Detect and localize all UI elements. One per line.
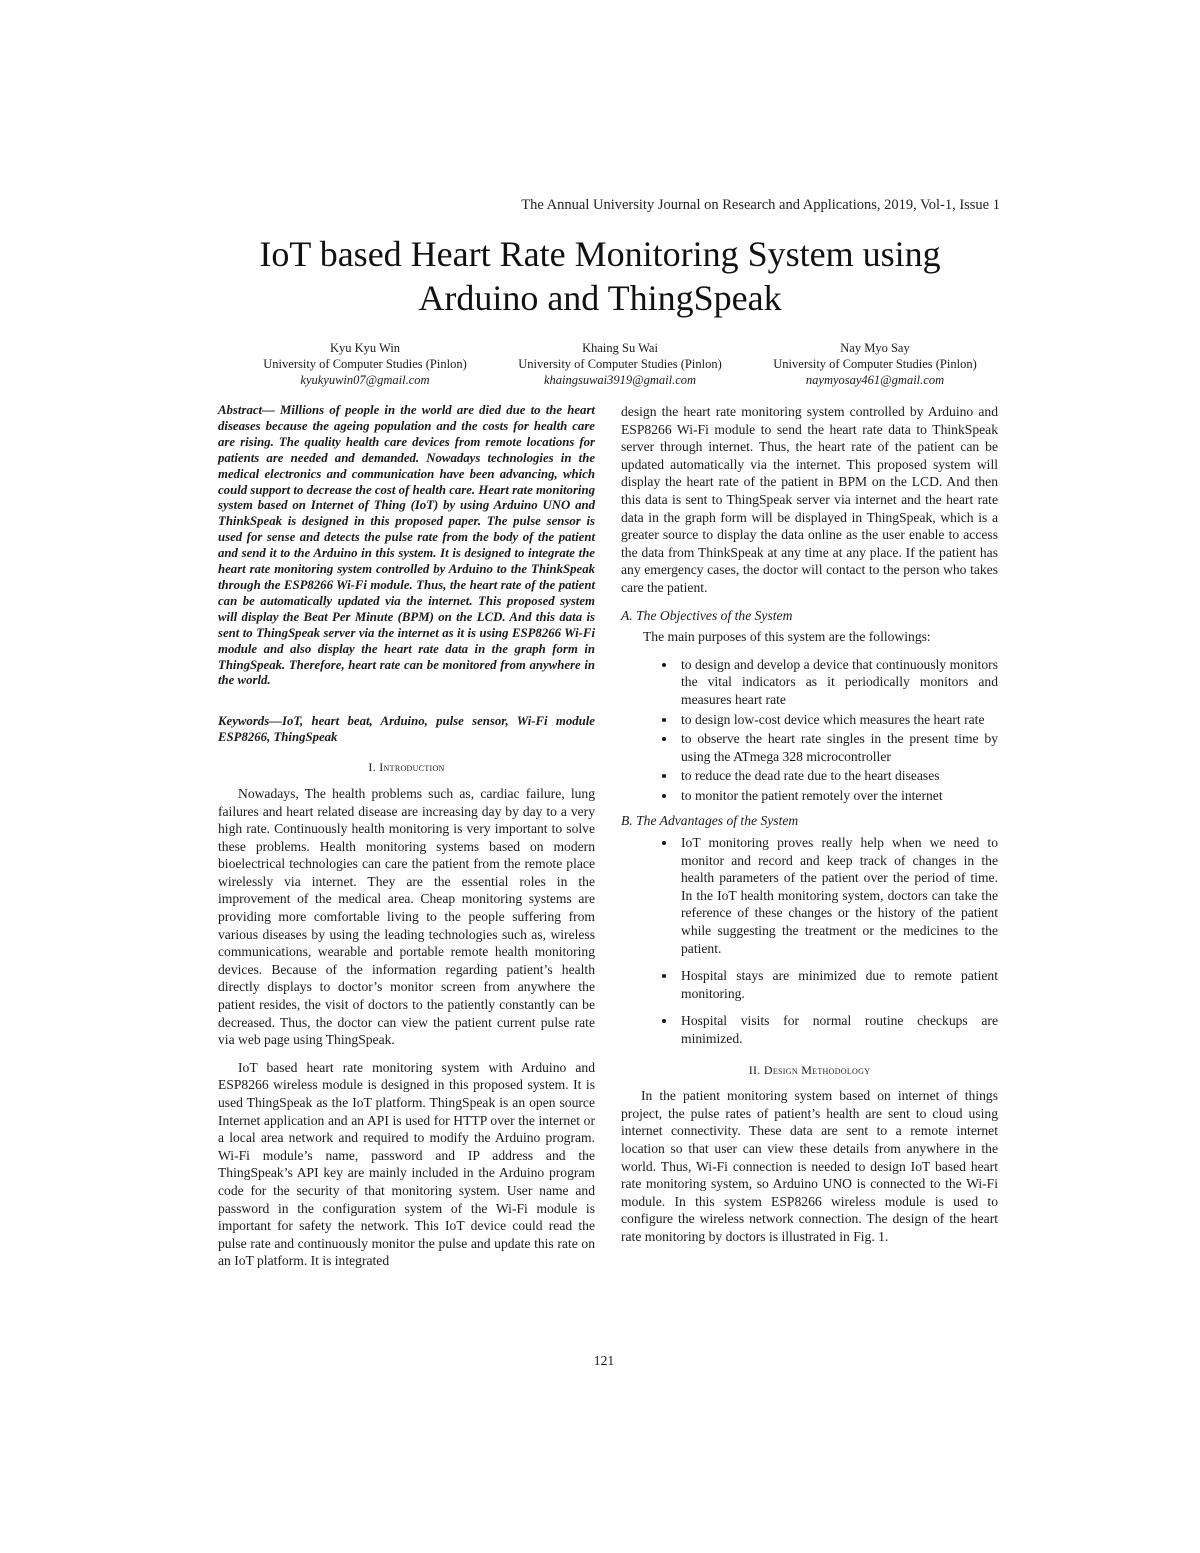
right-column (621, 403, 998, 1256)
author-affiliation: University of Computer Studies (Pinlon) (773, 357, 977, 371)
left-column (218, 403, 595, 1280)
author-name: Nay Myo Say (840, 341, 910, 355)
title-line-2: Arduino and ThingSpeak (418, 278, 782, 318)
section-heading-design-methodology: II. Design Methodology (748, 1062, 871, 1077)
list-item: • to observe the heart rate singles in the present time by using the ATmega 328 microcontroller (677, 730, 998, 765)
author-name: Khaing Su Wai (582, 341, 658, 355)
author-block (240, 340, 1000, 388)
page-number: 121 (593, 1353, 615, 1368)
list-item: • to design low-cost device which measures the heart rate (677, 711, 998, 729)
list-item: • IoT monitoring proves really help when we need to monitor and record and keep track of changes in the health parameters of the patient over the period of time. In the IoT health monitoring system, doctors can take the reference of these changes or the history of the patient while suggesting the treatment or the medicines to the patient. (677, 834, 998, 957)
title-line-1: IoT based Heart Rate Monitoring System using (259, 234, 941, 274)
author-email: naymyosay461@gmail.com (805, 373, 945, 387)
intro-paragraph-2: IoT based heart rate monitoring system with Arduino and ESP8266 wireless module is designed in this proposed system. It is used ThingSpeak as the IoT platform. ThingSpeak is an open source Internet application and an API is used for HTTP over the internet or a local area network and required to modify the Arduino program. Wi-Fi module’s name, password and IP address and the ThingSpeak’s API key are mainly included in the Arduino program code for the security of that monitoring system. User name and password in the configuration system of the Wi-Fi module is important for safety the network. This IoT device could read the pulse rate and continuously monitor the pulse and update this rate on an IoT platform. It is integrated (218, 1059, 595, 1269)
intro-paragraph-1: Nowadays, The health problems such as, cardiac failure, lung failures and heart related disease are increasing day by day to a very high rate. Continuously health monitoring is very important to solve these problems. Health monitoring systems based on modern bioelectrical technologies can care the patient from the remote place wirelessly via internet. They are the essential roles in the improvement of the medical area. Cheap monitoring systems are providing more comfortable living to the people suffering from various diseases by using the leading technologies such as, wireless communications, wearable and portable remote health monitoring devices. Because of the information regarding patient’s health directly displays to doctor’s monitor screen from anywhere the patient resides, the visit of doctors to the patiently constantly can be decreased. Thus, the doctor can view the patient current pulse rate via web page using ThingSpeak. (218, 785, 595, 1048)
author-affiliation: University of Computer Studies (Pinlon) (263, 357, 467, 371)
section-heading-introduction: I. Introduction (368, 760, 445, 775)
author-name: Kyu Kyu Win (329, 341, 401, 355)
design-paragraph-1: In the patient monitoring system based on internet of things project, the pulse rates of patient’s health are sent to cloud using internet connectivity. These data are sent to a remote internet location so that user can view these details from anywhere in the world. Thus, Wi-Fi connection is needed to design IoT based heart rate monitoring system, so Arduino UNO is connected to the Wi-Fi module. In this system ESP8266 wireless module is used to configure the wireless network connection. The design of the heart rate monitoring by doctors is illustrated in Fig. 1. (621, 1088, 998, 1244)
keywords: Keywords—IoT, heart beat, Arduino, pulse sensor, Wi-Fi module ESP8266, ThingSpeak (218, 714, 595, 745)
paper-title (0, 232, 1200, 320)
author-1 (240, 340, 490, 388)
subsection-heading-objectives: A. The Objectives of the System (621, 607, 793, 623)
objectives-list (621, 656, 998, 805)
abstract: Abstract— Millions of people in the world are died due to the heart diseases because the ageing population and the costs for health care are rising. The quality health care devices from remote locations for patients are needed and demanded. Nowadays technologies in the medical electronics and communication have been advancing, which could support to decrease the cost of health care. Heart rate monitoring system based on Internet of Thing (IoT) by using Arduino UNO and ThinkSpeak is designed in this proposed paper. The pulse sensor is used for sense and detects the pulse rate from the body of the patient and send it to the Arduino in this system. It is designed to integrate the heart rate monitoring system controlled by Arduino to the ThinkSpeak through the ESP8266 Wi-Fi module. Thus, the heart rate of the patient can be automatically updated via the internet. This proposed system will display the Beat Per Minute (BPM) on the LCD. And this data is sent to ThingSpeak server via the internet as it is using ESP8266 Wi-Fi module and also display the heart rate data in the graph form in ThingSpeak. Therefore, heart rate can be monitored from anywhere in the world. (218, 403, 595, 688)
author-2 (495, 340, 745, 388)
list-item: • Hospital visits for normal routine checkups are minimized. (677, 1012, 998, 1047)
intro-paragraph-2-continued: design the heart rate monitoring system controlled by Arduino and ESP8266 Wi-Fi module to send the heart rate data to ThinkSpeak server through internet. Thus, the heart rate of the patient can be updated automatically via the internet. This proposed system will display the heart rate of the patient in BPM on the LCD. And then this data is sent to ThingSpeak server via internet and the heart rate data in the graph form will be displayed in ThingSpeak, which is a greater source to display the data online as the user enable to access the data from ThinkSpeak at any time at any place. If the patient has any emergency cases, the doctor will contact to the person who takes care the patient. (621, 404, 998, 595)
list-item: • to design and develop a device that continuously monitors the vital indicators as it periodically monitors and measures heart rate (677, 656, 998, 709)
advantages-list (621, 834, 998, 1048)
objectives-lead: The main purposes of this system are the followings: (643, 629, 931, 645)
list-item: • Hospital stays are minimized due to remote patient monitoring. (677, 967, 998, 1002)
list-item: • to reduce the dead rate due to the heart diseases (677, 767, 998, 785)
journal-header: The Annual University Journal on Research and Applications, 2019, Vol-1, Issue 1 (521, 197, 1000, 213)
author-3 (750, 340, 1000, 388)
author-affiliation: University of Computer Studies (Pinlon) (518, 357, 722, 371)
subsection-heading-advantages: B. The Advantages of the System (621, 813, 799, 829)
author-email: kyukyuwin07@gmail.com (300, 373, 430, 387)
list-item: • to monitor the patient remotely over the internet (677, 787, 998, 805)
author-email: khaingsuwai3919@gmail.com (543, 373, 697, 387)
